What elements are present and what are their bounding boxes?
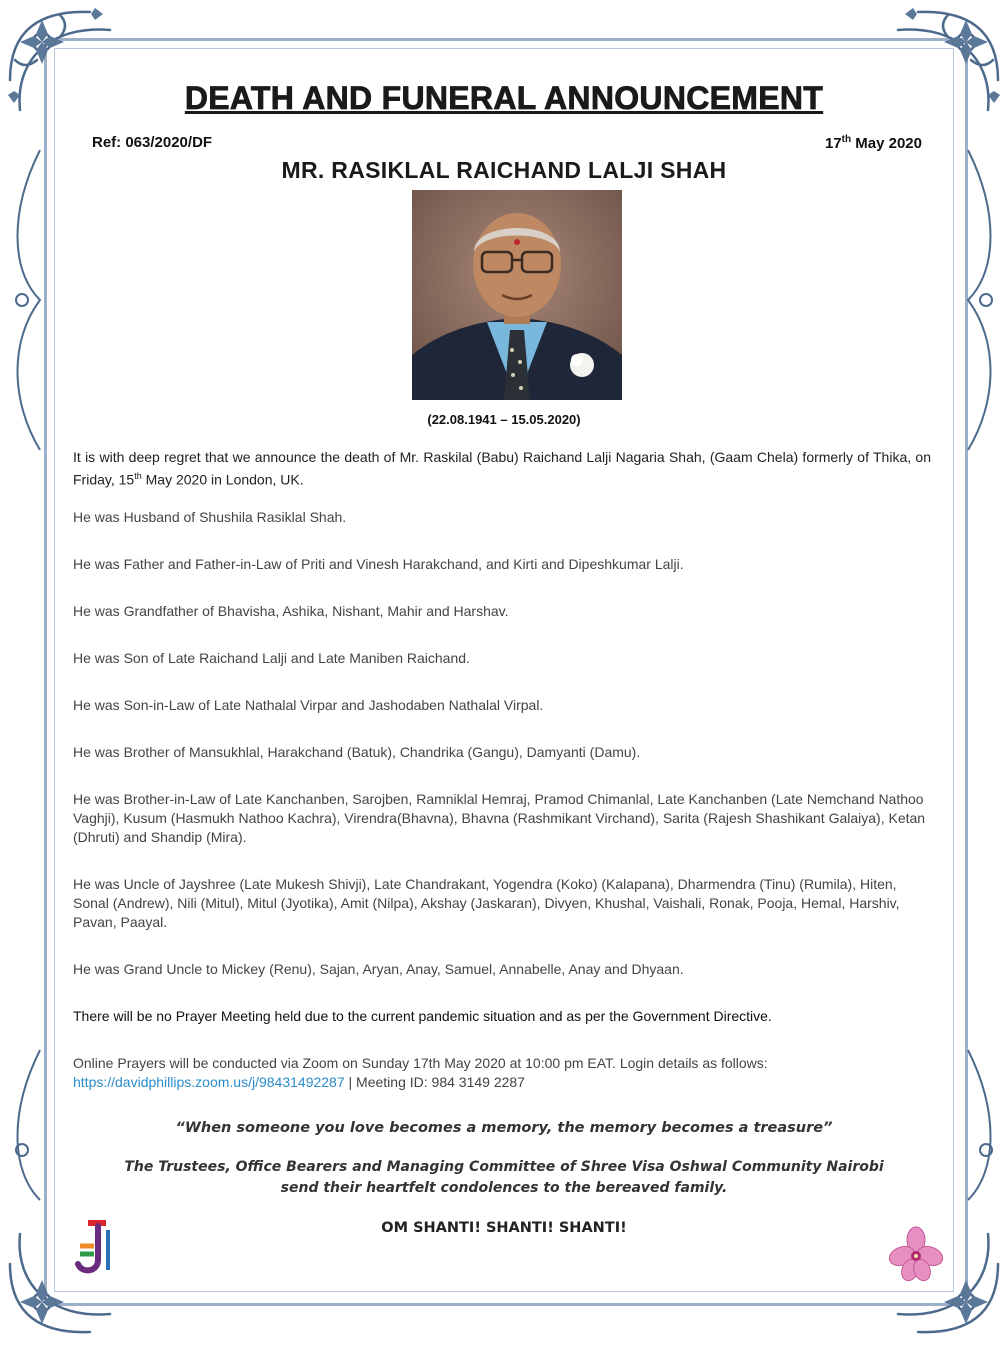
intro-paragraph: It is with deep regret that we announce the death of Mr. Raskilal (Babu) Raichand Lalji Nagaria Shah, (Gaam Chela) formerly of Thika, on Friday, 15th May 2020 in London, UK. [73,449,931,488]
side-ornament-icon [0,150,60,450]
relation-line: He was Grand Uncle to Mickey (Renu), Sajan, Aryan, Anay, Samuel, Annabelle, Anay and Dhyaan. [73,960,684,977]
om-shanti: OM SHANTI! SHANTI! SHANTI! [381,1220,627,1236]
side-ornament-icon [948,1050,1008,1350]
relation-line: He was Brother-in-Law of Late Kanchanben, Sarojben, Ramniklal Hemraj, Pramod Chimanlal, Late Kanchanben (Late Nemchand Nathoo Vaghji), Kusum (Hasmukh Nathoo Kachra), Virendra(Bhavna), Bhavna (Rashmikant Virchand), Sarita (Rajesh Shashikant Galaiya), Ketan (Dhruti) and Shandip (Mira). [73,790,926,845]
life-dates: (22.08.1941 – 15.05.2020) [427,412,581,427]
deceased-name: MR. RASIKLAL RAICHAND LALJI SHAH [281,157,727,183]
portrait-photo-icon [412,190,622,400]
memorial-quote: “When someone you love becomes a memory, the memory becomes a treasure” [175,1120,833,1136]
relation-line: He was Son of Late Raichand Lalji and Late Maniben Raichand. [73,649,470,666]
condolence-message: The Trustees, Office Bearers and Managing Committee of Shree Visa Oshwal Community Nairobi send their heartfelt condolences to the bereaved family. [124,1159,884,1196]
side-ornament-icon [0,1050,60,1350]
page-title: DEATH AND FUNERAL ANNOUNCEMENT [184,80,824,116]
prayer-note: There will be no Prayer Meeting held due to the current pandemic situation and as per the Government Directive. [73,1007,772,1024]
relation-line: He was Grandfather of Bhavisha, Ashika, Nishant, Mahir and Harshav. [73,602,509,619]
relation-line: He was Father and Father-in-Law of Priti and Vinesh Harakchand, and Kirti and Dipeshkumar Lalji. [73,555,684,572]
relation-line: He was Uncle of Jayshree (Late Mukesh Shivji), Late Chandrakant, Yogendra (Koko) (Kalapana), Dharmendra (Tinu) (Rumila), Hiten, Sonal (Andrew), Nili (Mitul), Mitul (Jyotika), Amit (Nilpa), Akshay (Jaskaran), Divyen, Khushal, Vaishali, Ronak, Pooja, Hemal, Harshiv, Pavan, Paayal. [73,875,900,930]
community-logo-icon [74,1216,120,1282]
announcement-date: 17th May 2020 [824,134,922,152]
relation-line: He was Husband of Shushila Rasiklal Shah. [73,508,347,525]
corner-ornament-icon [858,0,1008,150]
relation-line: He was Brother of Mansukhlal, Harakchand (Batuk), Chandrika (Gangu), Damyanti (Damu). [73,743,641,760]
orchid-flower-icon [888,1226,944,1282]
online-prayer-info: Online Prayers will be conducted via Zoom on Sunday 17th May 2020 at 10:00 pm EAT. Login details as follows: https://davidphillips.zoom.us/j/98431492287 | Meeting ID: 984 3149 2287 [73,1054,768,1090]
relation-line: He was Son-in-Law of Late Nathalal Virpar and Jashodaben Nathalal Virpal. [73,696,544,713]
side-ornament-icon [948,150,1008,450]
reference-number: Ref: 063/2020/DF [92,134,213,151]
corner-ornament-icon [0,0,150,150]
announcement-body [73,448,931,1092]
zoom-link[interactable]: https://davidphillips.zoom.us/j/98431492287 [73,1073,345,1090]
